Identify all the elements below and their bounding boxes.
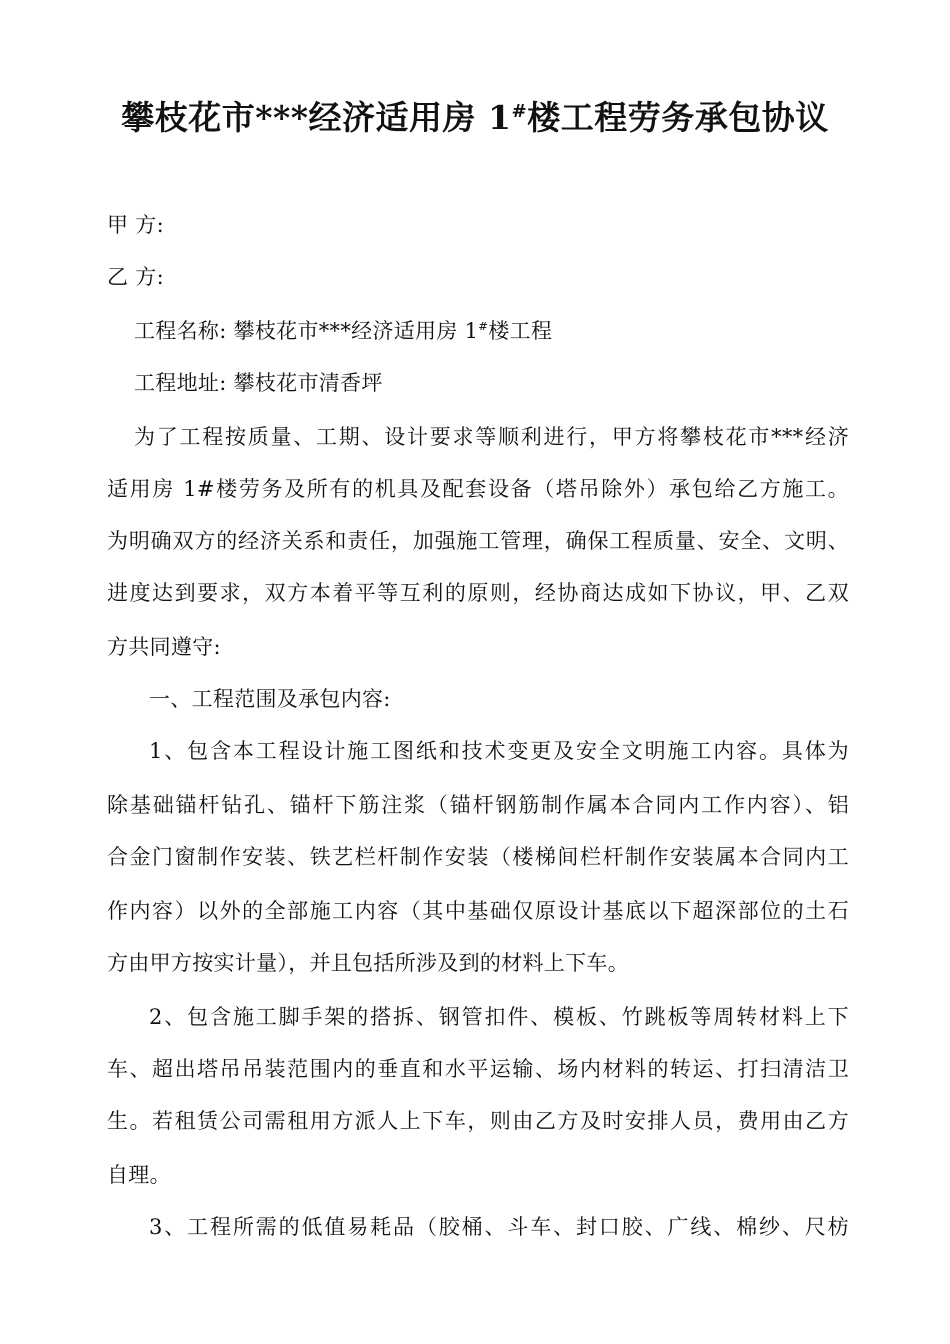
party-a-label: 甲 方: [107,213,164,237]
document-title: 攀枝花市***经济适用房 1#楼工程劳务承包协议 [121,98,829,137]
clause-2-line: 车、超出塔吊吊装范围内的垂直和水平运输、场内材料的转运、打扫清洁卫 [107,1057,849,1081]
intro-line: 为了工程按质量、工期、设计要求等顺利进行，甲方将攀枝花市***经济 [134,425,849,449]
intro-line: 进度达到要求，双方本着平等互利的原则，经协商达成如下协议，甲、乙双 [107,581,849,605]
clause-1-line: 方由甲方按实计量），并且包括所涉及到的材料上下车。 [107,951,629,975]
intro-line: 方共同遵守: [107,635,221,659]
clause-2-line: 生。若租赁公司需租用方派人上下车，则由乙方及时安排人员，费用由乙方 [107,1109,849,1133]
clause-1-line: 合金门窗制作安装、铁艺栏杆制作安装（楼梯间栏杆制作安装属本合同内工 [107,845,849,869]
project-address: 工程地址: 攀枝花市清香坪 [134,371,383,395]
project-name: 工程名称: 攀枝花市***经济适用房 1#楼工程 [134,319,553,343]
clause-1-line: 除基础锚杆钻孔、锚杆下筋注浆（锚杆钢筋制作属本合同内工作内容）、铝 [107,793,849,817]
clause-3-line: 3、工程所需的低值易耗品（胶桶、斗车、封口胶、广线、棉纱、尺枋 [149,1215,849,1239]
clause-2-line: 2、包含施工脚手架的搭拆、钢管扣件、模板、竹跳板等周转材料上下 [149,1005,849,1029]
clause-2-line: 自理。 [107,1163,171,1187]
intro-line: 为明确双方的经济关系和责任，加强施工管理，确保工程质量、安全、文明、 [107,529,849,553]
intro-line: 适用房 1#楼劳务及所有的机具及配套设备（塔吊除外）承包给乙方施工。 [107,477,849,501]
clause-1-line: 1、包含本工程设计施工图纸和技术变更及安全文明施工内容。具体为 [149,739,849,763]
clause-1-line: 作内容）以外的全部施工内容（其中基础仅原设计基底以下超深部位的土石 [107,899,849,923]
party-b-label: 乙 方: [107,265,164,289]
section-heading: 一、工程范围及承包内容: [149,687,391,711]
